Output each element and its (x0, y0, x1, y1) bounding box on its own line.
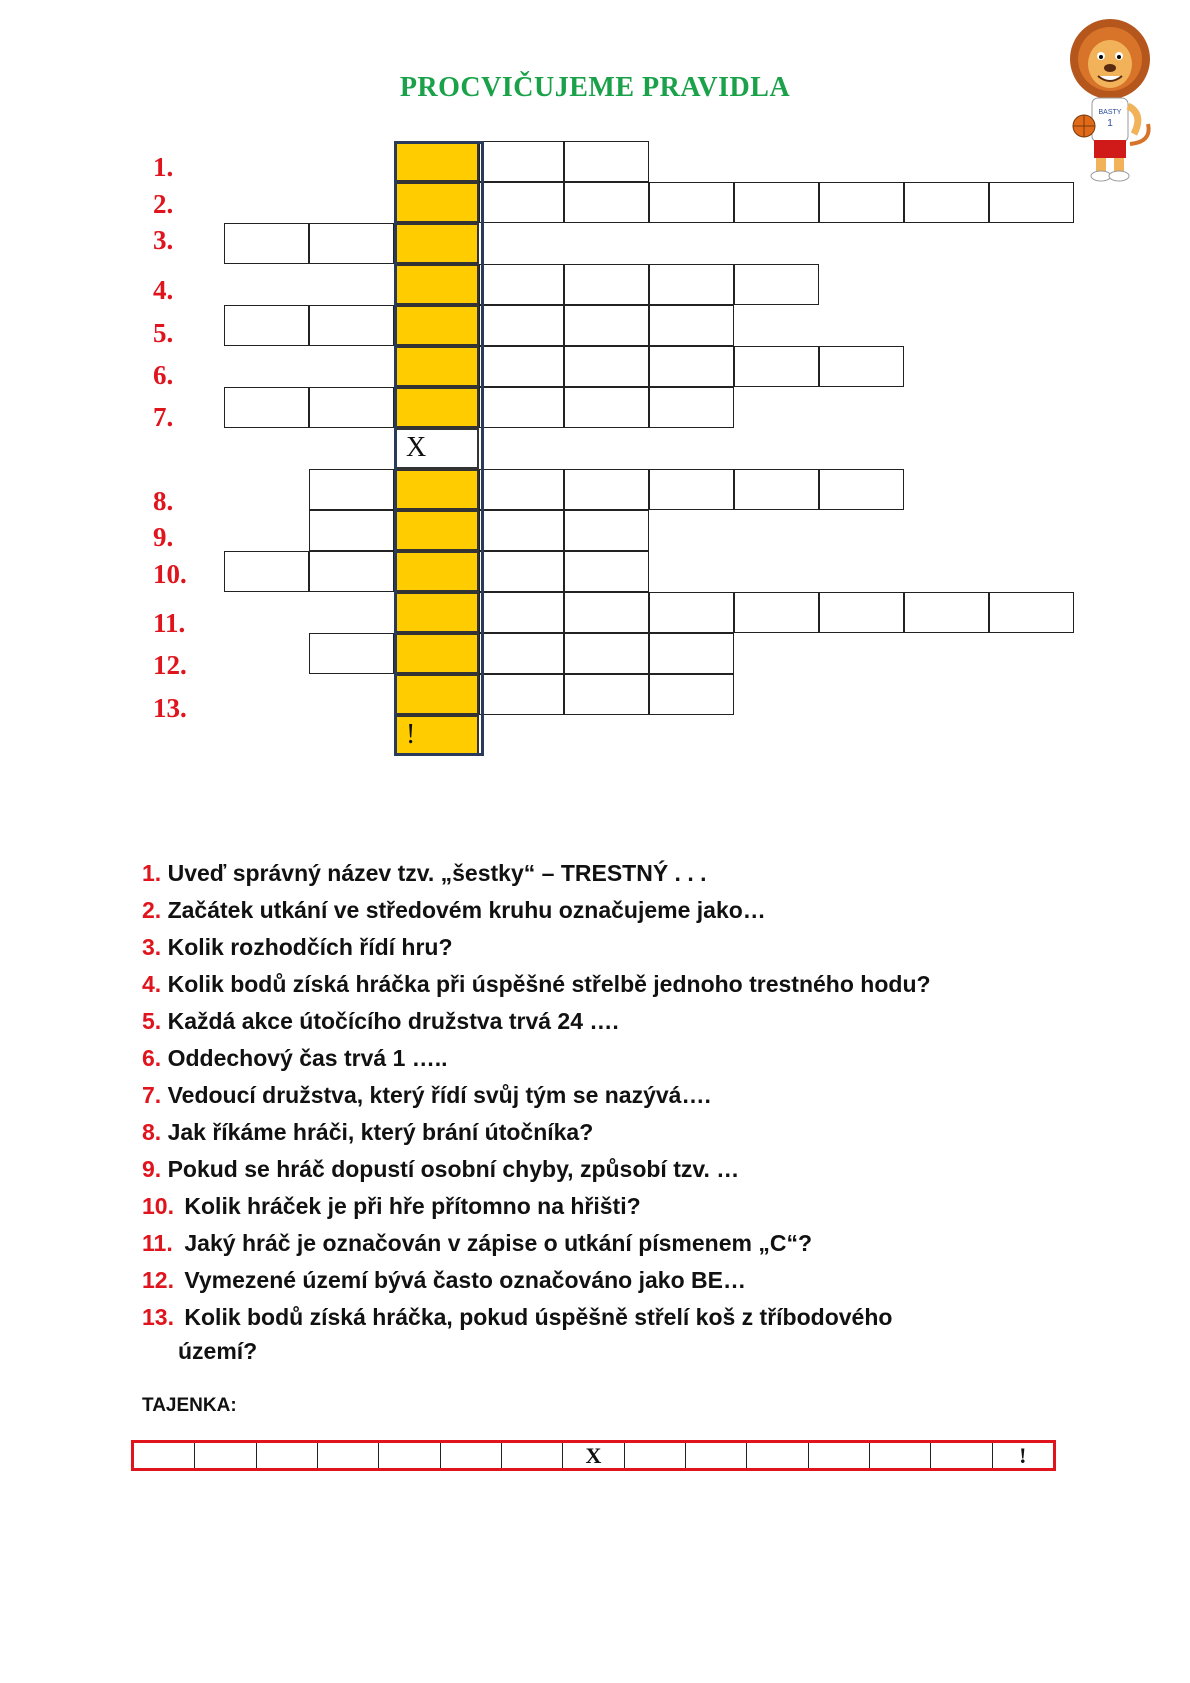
clue-11 (142, 1230, 1102, 1257)
crossword-cell[interactable] (309, 510, 394, 551)
crossword-cell[interactable] (479, 305, 564, 346)
tajenka-cell[interactable]: X (563, 1443, 624, 1468)
crossword-cell[interactable] (479, 141, 564, 182)
crossword-cell[interactable] (734, 346, 819, 387)
row-number: 10. (153, 559, 187, 589)
key-cell[interactable] (394, 346, 479, 387)
crossword-cell[interactable] (564, 592, 649, 633)
crossword-cell[interactable] (564, 305, 649, 346)
crossword-cell[interactable] (309, 305, 394, 346)
clue-text: Kolik bodů získá hráčka při úspěšné střelbě jednoho trestného hodu? (167, 971, 931, 997)
crossword-cell[interactable] (309, 387, 394, 428)
clue-1 (142, 860, 1102, 887)
crossword-cell[interactable] (224, 223, 309, 264)
clue-number: 10. (142, 1193, 174, 1219)
crossword-cell[interactable] (649, 305, 734, 346)
row-number: 9. (153, 522, 174, 552)
clue-text: Kolik bodů získá hráčka, pokud úspěšně střelí koš z tříbodového (184, 1304, 893, 1330)
row-number: 4. (153, 275, 174, 305)
tajenka-cell[interactable] (195, 1443, 256, 1468)
crossword-cell[interactable] (564, 264, 649, 305)
crossword-cell[interactable] (734, 592, 819, 633)
crossword-cell[interactable] (649, 469, 734, 510)
key-cell[interactable] (394, 633, 479, 674)
key-cell[interactable] (394, 264, 479, 305)
key-cell[interactable] (394, 674, 479, 715)
key-cell[interactable] (394, 387, 479, 428)
clue-number: 13. (142, 1304, 174, 1330)
crossword-cell[interactable] (734, 182, 819, 223)
clue-text: Oddechový čas trvá 1 ….. (167, 1045, 448, 1071)
key-cell[interactable] (394, 592, 479, 633)
crossword-cell[interactable] (649, 633, 734, 674)
clue-number: 12. (142, 1267, 174, 1293)
crossword-cell[interactable] (479, 264, 564, 305)
clue-3 (142, 934, 1102, 961)
crossword-cell[interactable] (989, 182, 1074, 223)
crossword-cell[interactable] (309, 633, 394, 674)
crossword-cell[interactable] (989, 592, 1074, 633)
clue-text: Jak říkáme hráči, který brání útočníka? (167, 1119, 594, 1145)
clue-text: Kolik hráček je při hře přítomno na hřišti? (184, 1193, 641, 1219)
clue-8 (142, 1119, 1102, 1146)
crossword-cell[interactable] (479, 469, 564, 510)
tajenka-cell[interactable] (318, 1443, 379, 1468)
clue-text: Jaký hráč je označován v zápise o utkání písmenem „C“? (184, 1230, 813, 1256)
clue-text: Vymezené území bývá často označováno jako BE… (184, 1267, 746, 1293)
clue-number: 5. (142, 1008, 162, 1034)
tajenka-cell[interactable] (379, 1443, 440, 1468)
clue-2 (142, 897, 1102, 924)
crossword-cell[interactable] (564, 674, 649, 715)
crossword-cell[interactable] (479, 633, 564, 674)
row-number: 5. (153, 318, 174, 348)
tajenka-cell[interactable] (625, 1443, 686, 1468)
crossword-cell[interactable] (479, 510, 564, 551)
clue-number: 4. (142, 971, 162, 997)
row-number: 12. (153, 650, 187, 680)
crossword-cell[interactable] (649, 674, 734, 715)
clue-number: 2. (142, 897, 162, 923)
clue-text: Začátek utkání ve středovém kruhu označujeme jako… (167, 897, 766, 923)
crossword-cell[interactable] (649, 592, 734, 633)
key-cell[interactable] (394, 510, 479, 551)
key-cell[interactable] (394, 305, 479, 346)
clue-text: Kolik rozhodčích řídí hru? (167, 934, 453, 960)
clue-number: 1. (142, 860, 162, 886)
row-number: 8. (153, 486, 174, 516)
crossword-cell[interactable] (649, 182, 734, 223)
clue-text: Vedoucí družstva, který řídí svůj tým se nazývá…. (167, 1082, 711, 1108)
crossword-cell[interactable] (564, 551, 649, 592)
clue-text: Pokud se hráč dopustí osobní chyby, způsobí tzv. … (167, 1156, 740, 1182)
clue-number: 9. (142, 1156, 162, 1182)
clue-text: Každá akce útočícího družstva trvá 24 …. (167, 1008, 619, 1034)
tajenka-cell[interactable] (870, 1443, 931, 1468)
key-cell[interactable] (394, 223, 479, 264)
clue-5 (142, 1008, 1102, 1035)
lion-mascot-icon (1060, 14, 1160, 184)
crossword-cell[interactable] (309, 223, 394, 264)
clue-number: 6. (142, 1045, 162, 1071)
crossword-cell[interactable] (564, 510, 649, 551)
x-mark: X (406, 432, 427, 463)
crossword-cell[interactable] (564, 633, 649, 674)
row-number: 6. (153, 360, 174, 390)
row-number: 11. (153, 608, 186, 638)
clue-number: 11. (142, 1230, 173, 1256)
clue-text: území? (178, 1338, 258, 1364)
clue-9 (142, 1156, 1102, 1183)
crossword-cell[interactable] (479, 674, 564, 715)
clue-6 (142, 1045, 1102, 1072)
crossword-cell[interactable] (564, 141, 649, 182)
svg-text:BASTY: BASTY (1098, 109, 1122, 116)
crossword-cell[interactable] (479, 551, 564, 592)
clue-13-continuation (178, 1338, 1138, 1365)
clue-number: 8. (142, 1119, 162, 1145)
tajenka-cell[interactable] (686, 1443, 747, 1468)
crossword-cell[interactable] (309, 551, 394, 592)
crossword-cell[interactable] (649, 264, 734, 305)
clue-number: 3. (142, 934, 162, 960)
key-cell[interactable] (394, 141, 479, 182)
tajenka-cell[interactable] (441, 1443, 502, 1468)
tajenka-cell[interactable] (502, 1443, 563, 1468)
row-number: 13. (153, 693, 187, 723)
tajenka-cell[interactable] (134, 1443, 195, 1468)
row-number: 2. (153, 189, 174, 219)
clue-10 (142, 1193, 1102, 1220)
clue-13 (142, 1304, 1102, 1331)
svg-text:1: 1 (1107, 118, 1113, 129)
clue-4 (142, 971, 1102, 998)
row-number: 3. (153, 225, 174, 255)
key-cell[interactable] (394, 182, 479, 223)
crossword-cell[interactable] (479, 182, 564, 223)
row-number: 7. (153, 402, 174, 432)
crossword-cell[interactable] (564, 346, 649, 387)
crossword-cell[interactable] (564, 182, 649, 223)
crossword-cell[interactable] (649, 387, 734, 428)
crossword-cell[interactable] (904, 182, 989, 223)
crossword-cell[interactable] (819, 182, 904, 223)
clue-text: Uveď správný název tzv. „šestky“ – TRESTNÝ . . . (167, 860, 707, 886)
tajenka-cell[interactable] (257, 1443, 318, 1468)
crossword-cell[interactable] (564, 469, 649, 510)
tajenka-answer-row (131, 1440, 1056, 1471)
tajenka-cell[interactable] (747, 1443, 808, 1468)
crossword-cell[interactable] (734, 264, 819, 305)
clue-number: 7. (142, 1082, 162, 1108)
tajenka-label: TAJENKA: (142, 1395, 237, 1416)
crossword-cell[interactable] (479, 592, 564, 633)
crossword-cell[interactable] (309, 469, 394, 510)
crossword-cell[interactable] (819, 592, 904, 633)
tajenka-cell[interactable]: ! (1019, 1442, 1027, 1468)
clue-7 (142, 1082, 1102, 1109)
exclamation-mark: ! (406, 719, 416, 750)
crossword-cell[interactable] (224, 305, 309, 346)
key-cell[interactable] (394, 551, 479, 592)
clue-12 (142, 1267, 1102, 1294)
crossword-cell[interactable] (224, 551, 309, 592)
tajenka-cell[interactable] (931, 1443, 992, 1468)
crossword-cell[interactable] (479, 387, 564, 428)
key-cell[interactable] (394, 469, 479, 510)
crossword-cell[interactable] (734, 469, 819, 510)
crossword-cell[interactable] (649, 346, 734, 387)
crossword-cell[interactable] (904, 592, 989, 633)
crossword-cell[interactable] (564, 387, 649, 428)
crossword-cell[interactable] (819, 469, 904, 510)
row-number: 1. (153, 152, 174, 182)
crossword-cell[interactable] (479, 346, 564, 387)
crossword-cell[interactable] (819, 346, 904, 387)
crossword-cell[interactable] (224, 387, 309, 428)
page-title: PROCVIČUJEME PRAVIDLA (399, 72, 791, 103)
tajenka-cell[interactable] (809, 1443, 870, 1468)
